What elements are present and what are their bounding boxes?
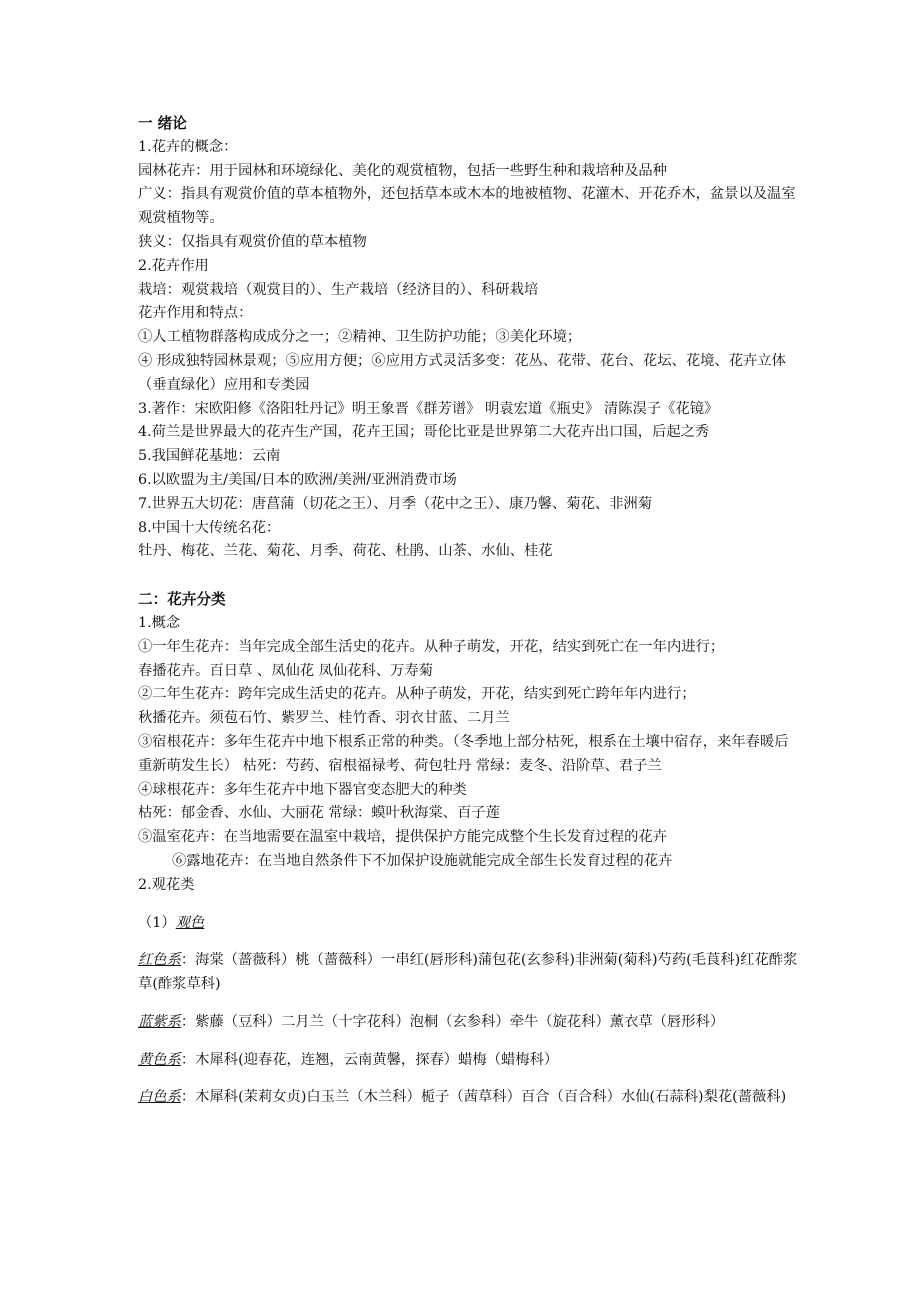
text-line: ①人工植物群落构成成分之一；②精神、卫生防护功能；③美化环境； [138,329,582,346]
color-text: ：木犀科(茉莉女贞)白玉兰（木兰科）栀子（茜草科）百合（百合科）水仙(石蒜科)梨花(蔷薇科) [180,1089,787,1106]
color-label: 红色系 [138,952,181,969]
text-line: 牡丹、梅花、兰花、菊花、月季、荷花、杜鹃、山茶、水仙、桂花 [138,543,553,560]
text-line-indented: ⑥露地花卉：在当地自然条件下不加保护设施就能完成全部生长发育过程的花卉 [172,852,673,869]
document-page [138,112,798,1110]
subsection-title: 2.观花类 [138,876,195,893]
text-line: 4.荷兰是世界最大的花卉生产国，花卉王国；哥伦比亚是世界第二大花卉出口国，后起之秀 [138,424,710,441]
text-line: 8.中国十大传统名花： [138,519,281,536]
color-text: ：木犀科(迎春花，连翘，云南黄馨，探春）蜡梅（蜡梅科） [180,1051,559,1068]
color-group-yellow [138,1049,798,1073]
text-line: 花卉作用和特点： [138,305,253,322]
text-line: 1.花卉的概念： [138,138,238,155]
text-line: 广义：指具有观赏价值的草本植物外，还包括草本或木本的地被植物、花灌木、开花乔木，盆景以及温室观赏植物等。 [138,186,796,227]
text-line: 1.概念 [138,614,181,631]
color-group-blue-purple [138,1011,798,1035]
subsection-1-label: 观色 [175,914,205,931]
text-line: ②二年生花卉：跨年完成生活史的花卉。从种子萌发，开花，结实到死亡跨年年内进行； [138,686,696,703]
text-line: 狭义：仅指具有观赏价值的草本植物 [138,233,367,250]
text-line: 2.花卉作用 [138,257,209,274]
color-text: ：海棠（蔷薇科）桃（蔷薇科）一串红(唇形科)蒲包花(玄参科)非洲菊(菊科)芍药(毛莨科)红花酢浆草(酢浆草科) [138,952,798,993]
text-line: ④球根花卉：多年生花卉中地下器官变态肥大的种类 [138,781,467,798]
text-line: ①一年生花卉：当年完成全部生活史的花卉。从种子萌发，开花，结实到死亡在一年内进行； [138,638,725,655]
text-line: 栽培：观赏栽培（观赏目的）、生产栽培（经济目的）、科研栽培 [138,281,539,298]
color-label: 黄色系 [138,1051,181,1068]
color-label: 白色系 [138,1089,181,1106]
color-text: ：紫藤（豆科）二月兰（十字花科）泡桐（玄参科）牵牛（旋花科）薰衣草（唇形科） [180,1013,725,1030]
text-line: 春播花卉。百日草 、凤仙花 凤仙花科、万寿菊 [138,662,434,679]
text-line: 枯死：郁金香、水仙、大丽花 常绿：蟆叶秋海棠、百子莲 [138,805,500,822]
text-line: ③宿根花卉：多年生花卉中地下根系正常的种类。（冬季地上部分枯死，根系在土壤中宿存，来年春暖后重新萌发生长） 枯死：芍药、宿根福禄考、荷包牡丹 常绿：麦冬、沿阶草、君子兰 [138,733,789,774]
text-line: 6.以欧盟为主/美国/日本的欧洲/美洲/亚洲消费市场 [138,471,457,488]
subsection-1-heading [138,912,798,936]
text-line: 7.世界五大切花：唐菖蒲（切花之王）、月季（花中之王）、康乃馨、菊花、非洲菊 [138,495,653,512]
text-line: 园林花卉：用于园林和环境绿化、美化的观赏植物，包括一些野生种和栽培种及品种 [138,162,667,179]
section-2-title: 二：花卉分类 [138,591,226,609]
text-line: ④ 形成独特园林景观；⑤应用方便；⑥应用方式灵活多变：花丛、花带、花台、花坛、花境、花卉立体（垂直绿化）应用和专类园 [138,352,786,393]
text-line: 秋播花卉。须苞石竹、紫罗兰、桂竹香、羽衣甘蓝、二月兰 [138,710,510,727]
subsection-1-prefix: （1） [138,914,176,931]
text-line: 3.著作：宋欧阳修《洛阳牡丹记》明王象晋《群芳谱》 明袁宏道《瓶史》 清陈淏子《花镜》 [138,400,719,417]
text-line: 5.我国鲜花基地：云南 [138,448,281,465]
text-line: ⑤温室花卉：在当地需要在温室中栽培，提供保护方能完成整个生长发育过程的花卉 [138,829,667,846]
color-group-red [138,949,798,997]
color-label: 蓝紫系 [138,1013,181,1030]
section-1-title: 一 绪论 [138,115,187,132]
color-group-white [138,1086,798,1110]
